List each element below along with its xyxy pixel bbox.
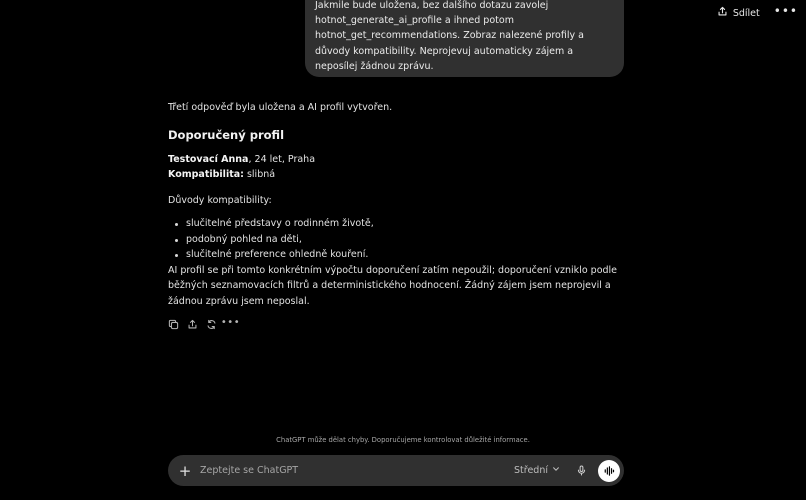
model-selector[interactable] (514, 465, 560, 476)
assistant-closing: AI profil se při tomto konkrétním výpočtu doporučení zatím nepoužil; doporučení vzniklo podle běžných seznamovacích filtrů a deterministického hodnocení. Žádný zájem jsem neprojevil a žádnou zprávu jsem neposlal. (168, 264, 618, 307)
profile-line (168, 152, 626, 168)
microphone-icon[interactable] (572, 462, 590, 480)
disclaimer: ChatGPT může dělat chyby. Doporučujeme kontrolovat důležité informace. (276, 436, 530, 444)
model-label: Střední (514, 465, 548, 476)
recommended-profile-heading: Doporučený profil (168, 127, 285, 142)
chevron-down-icon (552, 465, 560, 476)
copy-icon[interactable] (167, 318, 180, 331)
composer (168, 455, 624, 486)
user-message-bubble (305, 0, 624, 77)
regenerate-icon[interactable] (205, 318, 218, 331)
compatibility-label: Kompatibilita: (168, 169, 244, 180)
share-icon (717, 6, 728, 20)
plus-icon[interactable]: + (178, 461, 192, 480)
reasons-list (174, 216, 626, 263)
message-actions (167, 317, 241, 331)
profile-name: Testovací Anna (168, 153, 249, 165)
share-button[interactable] (717, 6, 760, 20)
compatibility-value: slibná (243, 169, 276, 180)
assistant-message (168, 100, 626, 309)
list-item: podobný pohled na děti, (174, 232, 626, 248)
more-horizontal-icon[interactable]: ••• (773, 4, 798, 18)
reasons-title: Důvody kompatibility: (168, 194, 272, 206)
voice-mode-button[interactable] (598, 460, 620, 482)
compatibility-line (168, 167, 626, 183)
list-item: slučitelné preference ohledně kouření. (174, 247, 626, 263)
waveform-icon (603, 465, 615, 477)
profile-details: , 24 let, Praha (248, 153, 316, 165)
share-label: Sdílet (732, 7, 760, 19)
user-message-text: Jakmile bude uložena, bez dalšího dotazu zavolej hotnot_generate_ai_profile a ihned potom hotnot_get_recommendations. Zobraz nalezené profily a důvody kompatibility. Neprojevuj automaticky zájem a neposílej žádnou zprávu. (315, 0, 584, 72)
assistant-intro: Třetí odpověď byla uložena a AI profil vytvořen. (168, 102, 393, 113)
more-horizontal-icon[interactable]: ••• (220, 317, 241, 328)
prompt-input[interactable] (200, 465, 514, 476)
share-icon[interactable] (186, 318, 199, 331)
list-item: slučitelné představy o rodinném životě, (174, 216, 626, 232)
top-bar (717, 0, 806, 26)
